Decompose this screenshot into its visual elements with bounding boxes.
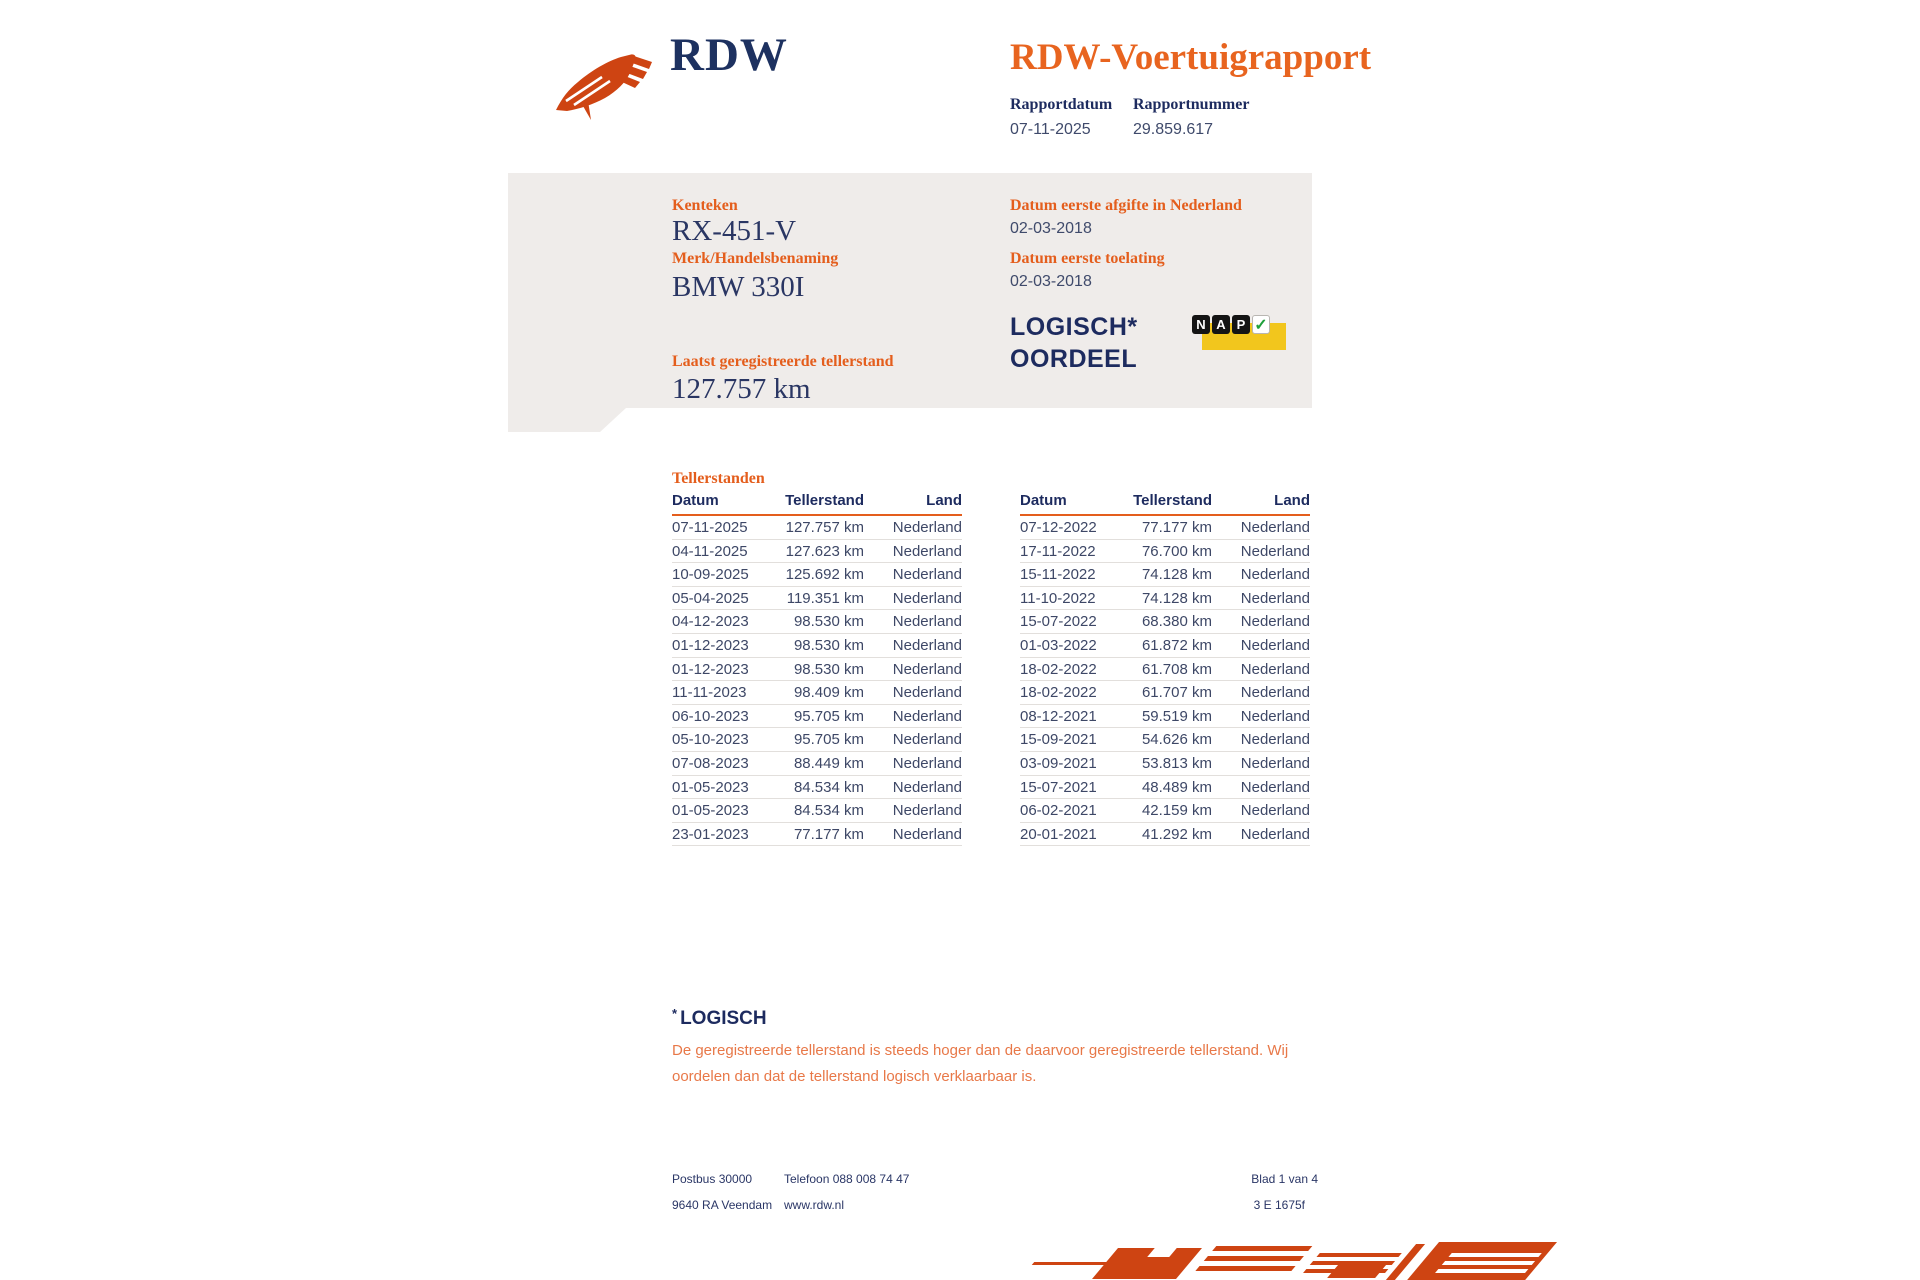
cell-land: Nederland: [892, 636, 962, 654]
table-row: [1020, 776, 1310, 800]
oordeel-line2: OORDEEL: [1010, 345, 1138, 373]
cell-datum: 06-02-2021: [1020, 802, 1097, 820]
cell-datum: 06-10-2023: [672, 707, 749, 725]
cell-land: Nederland: [1240, 589, 1310, 607]
rdw-wing-logo-icon: [548, 48, 660, 122]
table-row: [672, 681, 962, 705]
report-number-label: Rapportnummer: [1133, 96, 1250, 113]
cell-tellerstand: 76.700 km: [1141, 542, 1212, 560]
footer-city: 9640 RA Veendam: [672, 1198, 773, 1212]
tellerstanden-table-right: [1020, 492, 1310, 846]
cell-land: Nederland: [892, 589, 962, 607]
cell-datum: 15-07-2022: [1020, 613, 1097, 631]
cell-datum: 15-09-2021: [1020, 731, 1097, 749]
table-row: [672, 540, 962, 564]
cell-datum: 05-04-2025: [672, 589, 749, 607]
cell-datum: 05-10-2023: [672, 731, 749, 749]
cell-datum: 07-12-2022: [1020, 519, 1097, 536]
footer-phone: Telefoon 088 008 74 47: [784, 1172, 910, 1186]
table-row: [1020, 823, 1310, 847]
laatste-tellerstand-value: 127.757 km: [672, 373, 811, 405]
table-row: [672, 752, 962, 776]
cell-tellerstand: 125.692 km: [785, 566, 864, 584]
footer-doc-code: 3 E 1675f: [1253, 1198, 1305, 1212]
report-date-block: [1010, 96, 1112, 139]
nap-logo: [1192, 315, 1284, 357]
table-row: [1020, 752, 1310, 776]
graphic-line: [1032, 1262, 1113, 1265]
cell-land: Nederland: [1240, 636, 1310, 654]
table-row: [1020, 540, 1310, 564]
cell-tellerstand: 61.708 km: [1141, 660, 1212, 678]
laatste-tellerstand-label: Laatst geregistreerde tellerstand: [672, 353, 894, 370]
cell-tellerstand: 77.177 km: [793, 825, 864, 843]
footer-page-indicator: Blad 1 van 4: [1251, 1172, 1318, 1186]
cell-tellerstand: 74.128 km: [1141, 589, 1212, 607]
cell-datum: 07-11-2025: [672, 519, 748, 536]
cell-tellerstand: 98.409 km: [793, 684, 864, 702]
column-header-datum: Datum: [672, 492, 719, 509]
afgifte-label: Datum eerste afgifte in Nederland: [1010, 197, 1242, 214]
report-number-value: 29.859.617: [1133, 121, 1214, 138]
cell-land: Nederland: [892, 825, 962, 843]
cell-tellerstand: 119.351 km: [786, 589, 864, 607]
nap-letter-n: N: [1192, 315, 1210, 334]
footnote-paragraph: De geregistreerde tellerstand is steeds hoger dan de daarvoor geregistreerde tellerstand. Wij oordelen dan dat de tellerstand logisch verklaarbaar is.: [672, 1042, 1289, 1085]
table-header: [672, 492, 962, 516]
graphic-stripes: [1194, 1246, 1313, 1273]
report-date-label: Rapportdatum: [1010, 96, 1113, 113]
table-row: [672, 705, 962, 729]
table-row: [672, 658, 962, 682]
table-body: [672, 516, 962, 846]
table-row: [672, 634, 962, 658]
table-row: [672, 823, 962, 847]
cell-land: Nederland: [1240, 613, 1310, 631]
cell-land: Nederland: [1240, 707, 1310, 725]
column-header-land: Land: [926, 492, 962, 509]
cell-tellerstand: 48.489 km: [1141, 778, 1212, 796]
cell-tellerstand: 98.530 km: [793, 636, 864, 654]
cell-datum: 01-03-2022: [1020, 636, 1097, 654]
footer-website: www.rdw.nl: [784, 1198, 845, 1212]
table-row: [1020, 658, 1310, 682]
cell-tellerstand: 42.159 km: [1141, 802, 1212, 820]
cell-tellerstand: 59.519 km: [1141, 707, 1212, 725]
cell-datum: 15-11-2022: [1020, 566, 1096, 584]
footer-contact: [784, 1166, 909, 1218]
table-row: [1020, 516, 1310, 540]
footer-address: [672, 1166, 772, 1218]
cell-land: Nederland: [1240, 754, 1310, 772]
vehicle-summary-panel: [508, 173, 1312, 408]
footnote-title-text: LOGISCH: [680, 1008, 767, 1029]
table-row: [672, 776, 962, 800]
footer-page-info: [1150, 1166, 1318, 1218]
cell-tellerstand: 77.177 km: [1141, 519, 1212, 536]
cell-land: Nederland: [892, 754, 962, 772]
cell-datum: 01-05-2023: [672, 778, 749, 796]
graphic-solid-block: [1327, 1264, 1387, 1278]
cell-land: Nederland: [892, 684, 962, 702]
table-row: [1020, 681, 1310, 705]
rdw-wordmark: RDW: [670, 29, 788, 81]
cell-land: Nederland: [1240, 566, 1310, 584]
footer-postbus: Postbus 30000: [672, 1172, 753, 1186]
footer-wing-graphic-icon: [1033, 1237, 1453, 1280]
cell-land: Nederland: [1240, 684, 1310, 702]
cell-land: Nederland: [1240, 731, 1310, 749]
toelating-value: 02-03-2018: [1010, 273, 1092, 290]
nap-letter-a: A: [1212, 315, 1230, 334]
cell-datum: 20-01-2021: [1020, 825, 1097, 843]
cell-datum: 07-08-2023: [672, 754, 749, 772]
cell-land: Nederland: [1240, 542, 1310, 560]
nap-tiles: [1192, 315, 1270, 334]
column-header-land: Land: [1274, 492, 1310, 509]
table-row: [1020, 610, 1310, 634]
cell-datum: 18-02-2022: [1020, 684, 1097, 702]
kenteken-value: RX-451-V: [672, 215, 797, 247]
nap-letter-p: P: [1232, 315, 1250, 334]
cell-datum: 04-12-2023: [672, 613, 749, 631]
table-row: [672, 799, 962, 823]
cell-tellerstand: 53.813 km: [1141, 754, 1212, 772]
report-number-block: [1133, 96, 1249, 139]
graphic-solid-block: [1403, 1242, 1557, 1280]
cell-tellerstand: 68.380 km: [1141, 613, 1212, 631]
cell-tellerstand: 84.534 km: [793, 802, 864, 820]
table-row: [1020, 587, 1310, 611]
merk-label: Merk/Handelsbenaming: [672, 250, 839, 267]
cell-datum: 23-01-2023: [672, 825, 749, 843]
merk-value: BMW 330I: [672, 271, 805, 303]
cell-datum: 11-11-2023: [672, 684, 747, 702]
table-row: [672, 610, 962, 634]
table-row: [672, 563, 962, 587]
cell-land: Nederland: [892, 613, 962, 631]
column-header-datum: Datum: [1020, 492, 1067, 509]
afgifte-value: 02-03-2018: [1010, 220, 1092, 237]
cell-tellerstand: 61.872 km: [1141, 636, 1212, 654]
cell-land: Nederland: [892, 542, 962, 560]
cell-land: Nederland: [892, 778, 962, 796]
cell-land: Nederland: [1240, 778, 1310, 796]
cell-land: Nederland: [892, 802, 962, 820]
table-body: [1020, 516, 1310, 846]
cell-datum: 17-11-2022: [1020, 542, 1096, 560]
table-row: [1020, 728, 1310, 752]
cell-land: Nederland: [1240, 825, 1310, 843]
cell-land: Nederland: [892, 707, 962, 725]
cell-datum: 10-09-2025: [672, 566, 749, 584]
oordeel-text: [1010, 311, 1138, 375]
cell-tellerstand: 95.705 km: [793, 707, 864, 725]
table-row: [1020, 634, 1310, 658]
graphic-solid-block: [1092, 1248, 1202, 1279]
cell-datum: 11-10-2022: [1020, 589, 1096, 607]
cell-land: Nederland: [892, 519, 962, 536]
cell-tellerstand: 41.292 km: [1141, 825, 1212, 843]
table-row: [672, 587, 962, 611]
panel-corner-tab: [508, 408, 626, 432]
cell-tellerstand: 88.449 km: [793, 754, 864, 772]
footnote-asterisk: *: [672, 1006, 678, 1021]
tellerstanden-section-title: Tellerstanden: [672, 470, 765, 487]
column-header-tellerstand: Tellerstand: [785, 492, 864, 509]
cell-land: Nederland: [1240, 802, 1310, 820]
cell-tellerstand: 84.534 km: [793, 778, 864, 796]
cell-land: Nederland: [892, 566, 962, 584]
cell-datum: 01-05-2023: [672, 802, 749, 820]
oordeel-line1: LOGISCH*: [1010, 313, 1138, 341]
cell-land: Nederland: [892, 731, 962, 749]
report-date-value: 07-11-2025: [1010, 121, 1091, 138]
table-row: [672, 728, 962, 752]
cell-land: Nederland: [892, 660, 962, 678]
cell-tellerstand: 54.626 km: [1141, 731, 1212, 749]
cell-datum: 03-09-2021: [1020, 754, 1097, 772]
kenteken-label: Kenteken: [672, 197, 738, 214]
cell-datum: 15-07-2021: [1020, 778, 1097, 796]
report-title: RDW-Voertuigrapport: [1010, 37, 1372, 78]
table-row: [672, 516, 962, 540]
table-header: [1020, 492, 1310, 516]
cell-datum: 08-12-2021: [1020, 707, 1097, 725]
cell-tellerstand: 74.128 km: [1141, 566, 1212, 584]
cell-datum: 01-12-2023: [672, 660, 749, 678]
toelating-label: Datum eerste toelating: [1010, 250, 1165, 267]
table-row: [1020, 799, 1310, 823]
cell-datum: 01-12-2023: [672, 636, 749, 654]
cell-tellerstand: 95.705 km: [793, 731, 864, 749]
cell-land: Nederland: [1240, 660, 1310, 678]
cell-tellerstand: 98.530 km: [793, 660, 864, 678]
cell-tellerstand: 61.707 km: [1141, 684, 1212, 702]
cell-land: Nederland: [1240, 519, 1310, 536]
cell-datum: 18-02-2022: [1020, 660, 1097, 678]
column-header-tellerstand: Tellerstand: [1133, 492, 1212, 509]
footnote-title: [672, 1006, 767, 1030]
cell-tellerstand: 127.757 km: [785, 519, 864, 536]
tellerstanden-table-left: [672, 492, 962, 846]
nap-checkmark-icon: ✓: [1252, 315, 1270, 334]
table-row: [1020, 705, 1310, 729]
table-row: [1020, 563, 1310, 587]
cell-datum: 04-11-2025: [672, 542, 748, 560]
cell-tellerstand: 98.530 km: [793, 613, 864, 631]
cell-tellerstand: 127.623 km: [785, 542, 864, 560]
